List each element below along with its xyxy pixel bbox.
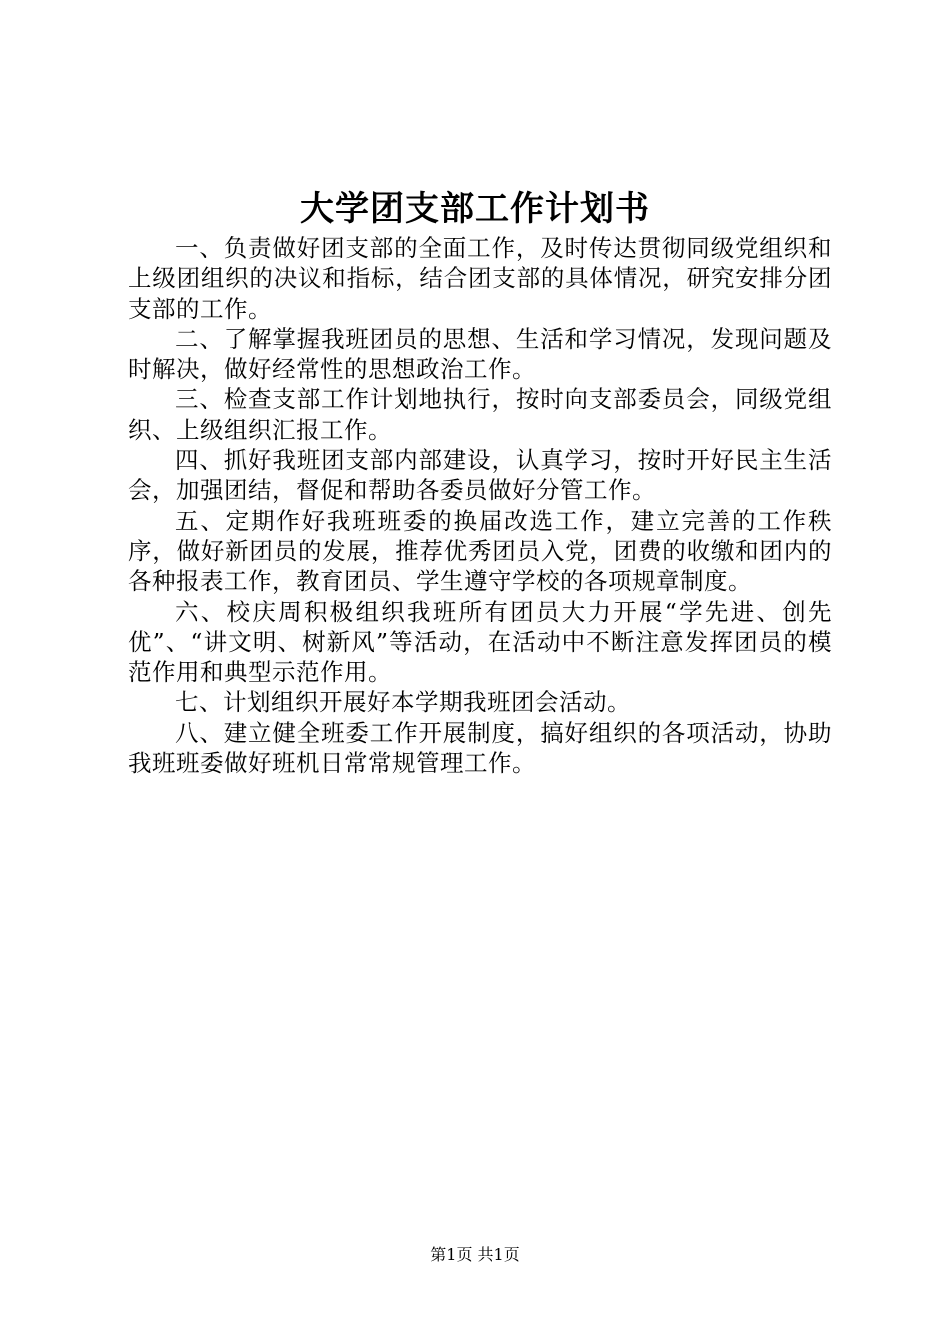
document-body xyxy=(128,233,832,778)
paragraph-3: 三、检查支部工作计划地执行，按时向支部委员会，同级党组织、上级组织汇报工作。 xyxy=(128,385,832,444)
paragraph-8: 八、建立健全班委工作开展制度，搞好组织的各项活动，协助我班班委做好班机日常常规管理工作。 xyxy=(128,718,832,778)
paragraph-2: 二、了解掌握我班团员的思想、生活和学习情况，发现问题及时解决，做好经常性的思想政治工作。 xyxy=(128,324,832,384)
page-footer: 第1页 共1页 xyxy=(430,1245,520,1264)
document-title: 大学团支部工作计划书 xyxy=(300,189,650,229)
paragraph-6: 六、校庆周积极组织我班所有团员大力开展“学先进、创先优”、“讲文明、树新风”等活动，在活动中不断注意发挥团员的模范作用和典型示范作用。 xyxy=(128,597,832,687)
paragraph-1: 一、负责做好团支部的全面工作，及时传达贯彻同级党组织和上级团组织的决议和指标，结合团支部的具体情况，研究安排分团支部的工作。 xyxy=(128,234,832,323)
paragraph-5: 五、定期作好我班班委的换届改选工作，建立完善的工作秩序，做好新团员的发展，推荐优秀团员入党，团费的收缴和团内的各种报表工作，教育团员、学生遵守学校的各项规章制度。 xyxy=(128,506,832,596)
paragraph-7: 七、计划组织开展好本学期我班团会活动。 xyxy=(175,688,631,717)
paragraph-4: 四、抓好我班团支部内部建设，认真学习，按时开好民主生活会，加强团结，督促和帮助各委员做好分管工作。 xyxy=(128,446,832,505)
